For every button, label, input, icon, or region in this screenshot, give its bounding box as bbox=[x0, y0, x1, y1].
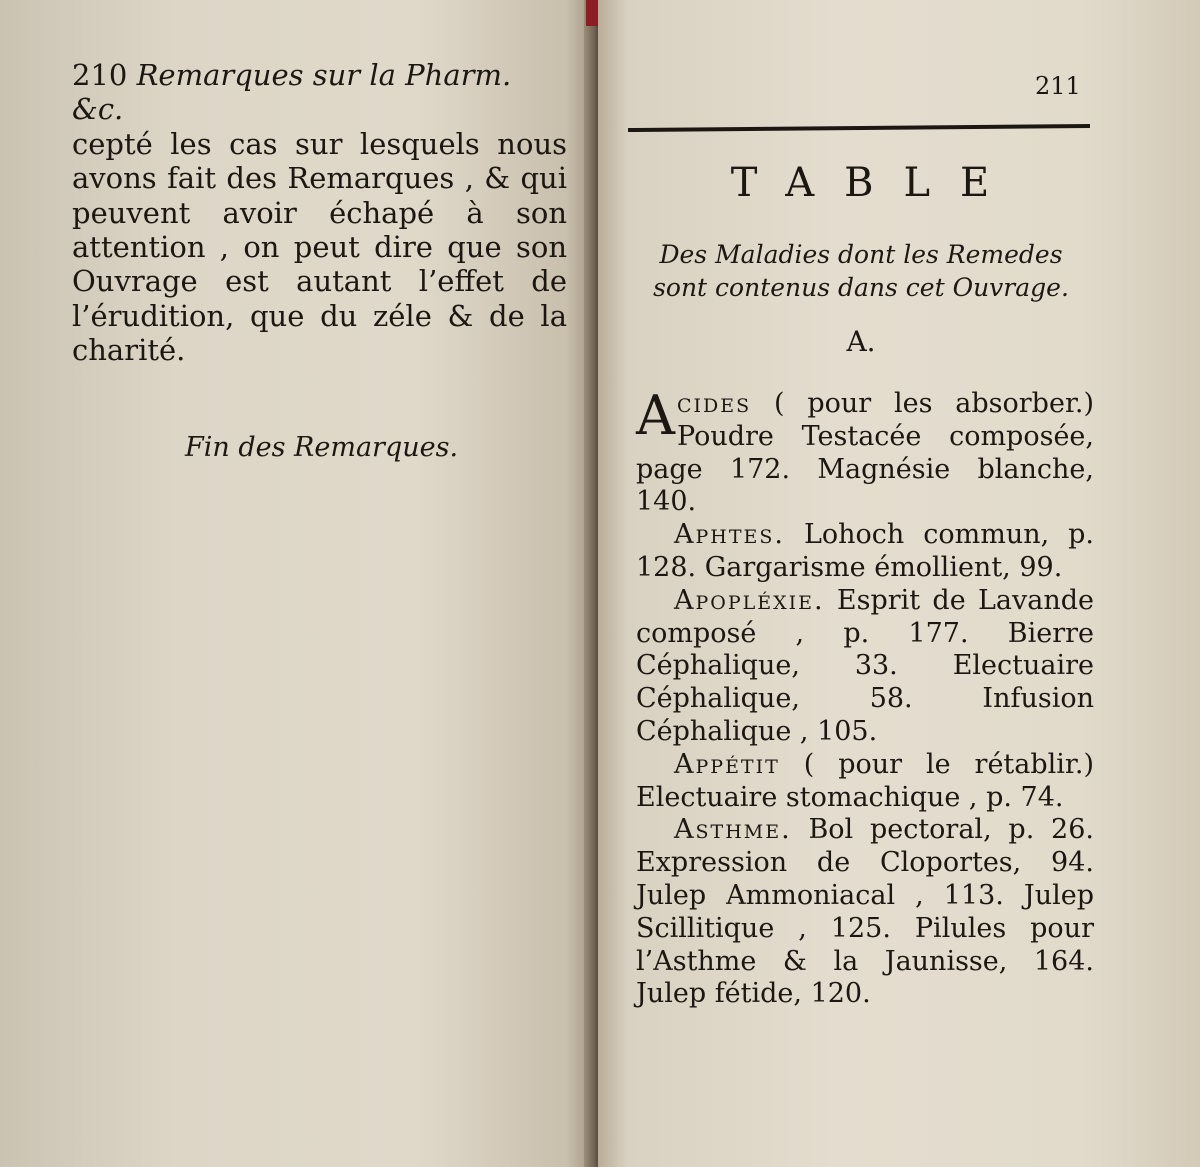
section-letter: A. bbox=[846, 325, 876, 358]
right-page-number: 211 bbox=[1035, 72, 1081, 100]
subtitle-line-2: sont contenus dans cet Ouvrage. bbox=[653, 273, 1069, 302]
entry-text: Esprit de Lavande composé , p. 177. Bierre Céphalique, 33. Electuaire Céphalique, 58. Infusion Céphalique , 105. bbox=[636, 584, 1094, 747]
left-page-text bbox=[72, 58, 567, 368]
index-entry bbox=[636, 814, 1094, 1011]
entry-head: Aphtes. bbox=[674, 519, 785, 551]
left-running-head bbox=[72, 58, 567, 127]
closing-line: Fin des Remarques. bbox=[185, 432, 459, 463]
table-subtitle bbox=[630, 238, 1092, 304]
entry-text: Bol pectoral, p. 26. Expression de Cloportes, 94. Julep Ammoniacal , 113. Julep Scillitique , 125. Pilules pour l’Asthme & la Jaunisse, 164. Julep fétide, 120. bbox=[636, 814, 1094, 1010]
index-entries bbox=[636, 384, 1094, 1011]
drop-cap: A bbox=[636, 384, 675, 447]
subtitle-line-1: Des Maladies dont les Remedes bbox=[659, 240, 1063, 269]
entry-text: ( pour le rétablir.) Electuaire stomachique , p. 74. bbox=[636, 748, 1094, 813]
index-entry bbox=[636, 749, 1094, 815]
left-running-head-title: Remarques sur la Pharm. &c. bbox=[72, 58, 512, 127]
index-entry bbox=[636, 585, 1094, 749]
left-page-number: 210 bbox=[72, 58, 128, 92]
left-paragraph: cepté les cas sur lesquels nous avons fait des Remarques , & qui peuvent avoir échapé à son attention , on peut dire que son Ouvrage est autant l’effet de l’érudition, que du zéle & de la charité. bbox=[72, 126, 567, 368]
entry-text: Lohoch commun, p. 128. Gargarisme émollient, 99. bbox=[636, 519, 1094, 583]
entry-head: Asthme. bbox=[674, 814, 792, 846]
entry-head: Apopléxie. bbox=[674, 584, 825, 616]
index-entry bbox=[636, 384, 1094, 519]
entry-head: Appétit bbox=[674, 748, 780, 780]
left-page bbox=[0, 0, 590, 1167]
table-title: TABLE bbox=[730, 160, 1020, 206]
entry-head: cides bbox=[677, 388, 752, 419]
index-entry bbox=[636, 519, 1094, 585]
entry-text: ( pour les absorber.) Poudre Testacée composée, page 172. Magnésie blanche, 140. bbox=[636, 388, 1094, 518]
